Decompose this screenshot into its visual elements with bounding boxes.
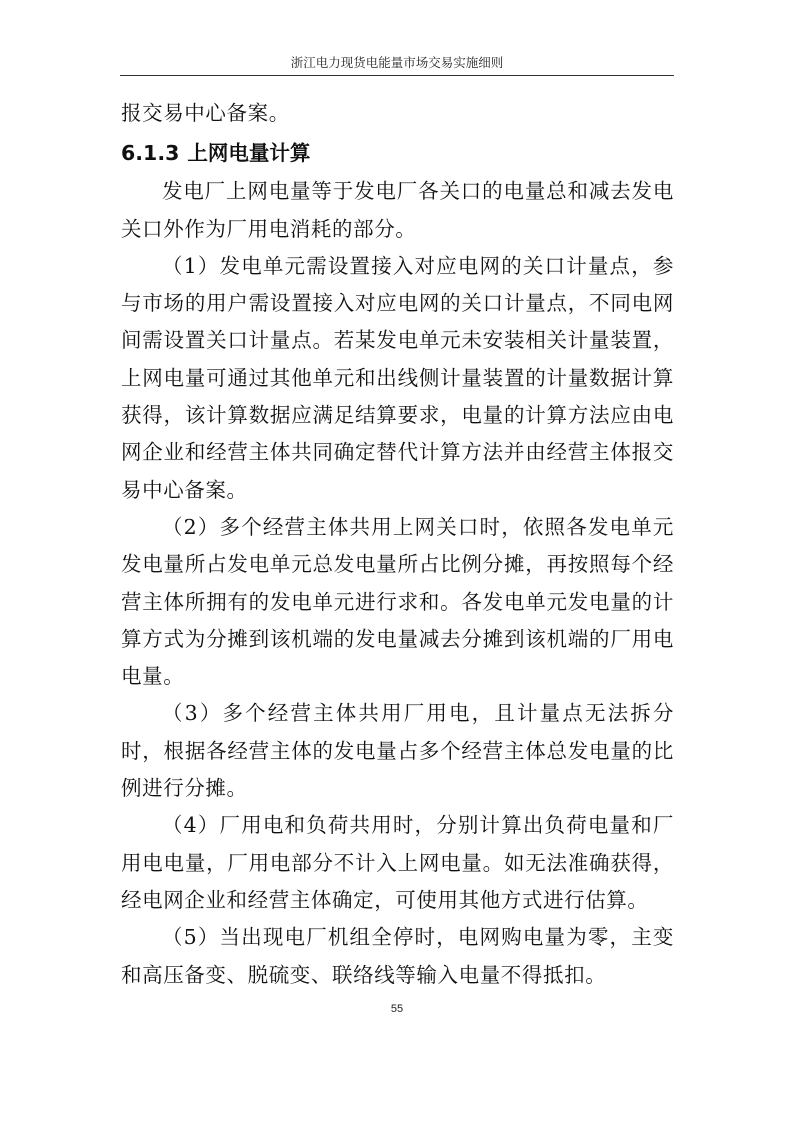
paragraph: （2）多个经营主体共用上网关口时，依照各发电单元发电量所占发电单元总发电量所占比例分摊，再按照每个经营主体所拥有的发电单元进行求和。各发电单元发电量的计算方式为分摊到该机端的发电量减去分摊到该机端的厂用电电量。 — [121, 514, 674, 689]
running-header: 浙江电力现货电能量市场交易实施细则 — [290, 55, 504, 70]
paragraph: 发电厂上网电量等于发电厂各关口的电量总和减去发电关口外作为厂用电消耗的部分。 — [121, 179, 674, 241]
page-number: 55 — [390, 1003, 404, 1015]
header-rule — [120, 75, 674, 76]
section-title: 上网电量计算 — [187, 141, 311, 166]
paragraph: （3）多个经营主体共用厂用电，且计量点无法拆分时，根据各经营主体的发电量占多个经营主体总发电量的比例进行分摊。 — [121, 701, 674, 801]
paragraph: （5）当出现电厂机组全停时，电网购电量为零，主变和高压备变、脱硫变、联络线等输入电量不得抵扣。 — [121, 925, 674, 987]
section-heading — [121, 135, 674, 172]
paragraph: （1）发电单元需设置接入对应电网的关口计量点，参与市场的用户需设置接入对应电网的关口计量点，不同电网间需设置关口计量点。若某发电单元未安装相关计量装置，上网电量可通过其他单元和出线侧计量装置的计量数据计算获得，该计算数据应满足结算要求，电量的计算方法应由电网企业和经营主体共同确定替代计算方法并由经营主体报交易中心备案。 — [121, 253, 674, 502]
section-number: 6.1.3 — [121, 141, 180, 166]
page-body — [121, 95, 674, 994]
continuation-text: 报交易中心备案。 — [121, 101, 290, 125]
paragraph: （4）厂用电和负荷共用时，分别计算出负荷电量和厂用电电量，厂用电部分不计入上网电量。如无法准确获得，经电网企业和经营主体确定，可使用其他方式进行估算。 — [121, 813, 674, 912]
